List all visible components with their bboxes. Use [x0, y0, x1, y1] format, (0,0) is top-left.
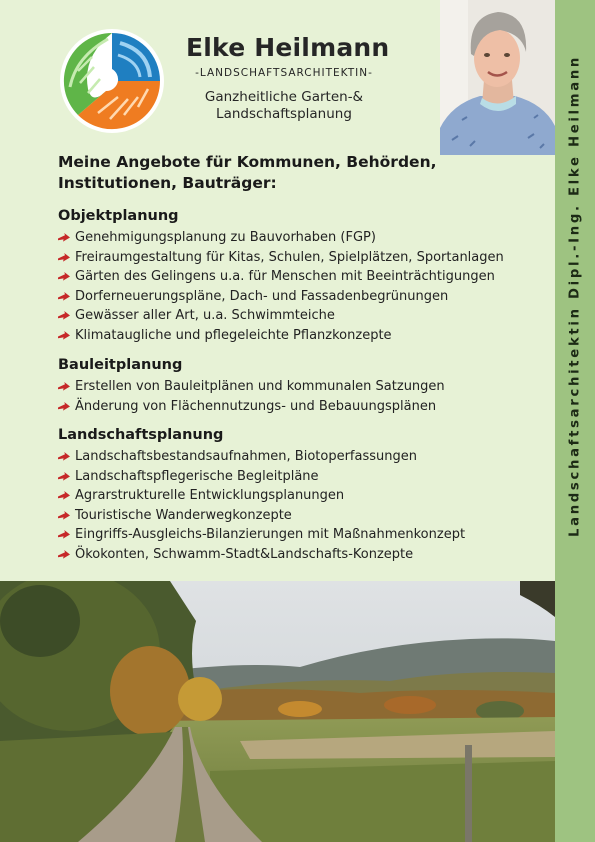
arrow-bullet-icon — [58, 550, 70, 559]
section-objektplanung — [58, 208, 548, 346]
headline-line-1: Meine Angebote für Kommunen, Behörden, — [58, 153, 437, 171]
list-item-label: Ökokonten, Schwamm-Stadt&Landschafts-Konzepte — [75, 546, 414, 562]
job-title: -LANDSCHAFTSARCHITEKTIN- — [195, 67, 373, 79]
list-item — [58, 326, 548, 346]
list-item — [58, 377, 548, 397]
tagline-line-1: Ganzheitliche Garten-& — [204, 89, 364, 105]
headline-line-2: Institutionen, Bauträger: — [58, 174, 277, 192]
list-item-label: Agrarstrukturelle Entwicklungsplanungen — [75, 488, 345, 504]
arrow-bullet-icon — [58, 233, 70, 242]
service-list — [58, 228, 548, 346]
service-list — [58, 377, 548, 416]
list-item-label: Änderung von Flächennutzungs- und Bebauungsplänen — [75, 398, 437, 414]
list-item-label: Landschaftsbestandsaufnahmen, Biotoperfassungen — [75, 449, 417, 464]
arrow-bullet-icon — [58, 491, 70, 500]
list-item — [58, 506, 548, 526]
list-item-label: Freiraumgestaltung für Kitas, Schulen, Spielplätzen, Sportanlagen — [75, 249, 504, 265]
list-item — [58, 397, 548, 417]
list-item — [58, 248, 548, 268]
vertical-title: Landschaftsarchitektin Dipl.-Ing. Elke Heilmann — [567, 55, 583, 537]
arrow-bullet-icon — [58, 331, 70, 340]
company-name: Elke Heilmann — [186, 33, 390, 62]
list-item-label: Gewässer aller Art, u.a. Schwimmteiche — [75, 308, 335, 324]
section-title: Bauleitplanung — [58, 357, 183, 373]
arrow-bullet-icon — [58, 253, 70, 262]
tagline-line-2: Landschaftsplanung — [216, 106, 352, 122]
list-item-label: Touristische Wanderwegkonzepte — [75, 507, 292, 523]
arrow-bullet-icon — [58, 272, 70, 281]
leaf-logo-icon — [58, 27, 166, 135]
section-title: Landschaftsplanung — [58, 427, 224, 443]
list-item-label: Dorferneuerungspläne, Dach- und Fassadenbegrünungen — [75, 288, 449, 304]
arrow-bullet-icon — [58, 472, 70, 481]
list-item — [58, 287, 548, 307]
section-landschaftsplanung — [58, 427, 548, 565]
list-item-label: Landschaftspflegerische Begleitpläne — [75, 468, 319, 484]
landscape-photo — [0, 581, 555, 842]
list-item — [58, 467, 548, 487]
arrow-bullet-icon — [58, 382, 70, 391]
list-item-label: Genehmigungsplanung zu Bauvorhaben (FGP) — [75, 230, 376, 245]
arrow-bullet-icon — [58, 311, 70, 320]
list-item — [58, 306, 548, 326]
list-item — [58, 228, 548, 248]
list-item-label: Erstellen von Bauleitplänen und kommunalen Satzungen — [75, 379, 445, 394]
list-item — [58, 545, 548, 565]
arrow-bullet-icon — [58, 402, 70, 411]
service-list — [58, 447, 548, 565]
arrow-bullet-icon — [58, 452, 70, 461]
list-item-label: Klimataugliche und pflegeleichte Pflanzkonzepte — [75, 327, 392, 343]
list-item — [58, 525, 548, 545]
arrow-bullet-icon — [58, 530, 70, 539]
section-title: Objektplanung — [58, 208, 179, 224]
list-item — [58, 447, 548, 467]
list-item-label: Gärten des Gelingens u.a. für Menschen mit Beeinträchtigungen — [75, 269, 495, 285]
section-bauleitplanung — [58, 357, 548, 416]
arrow-bullet-icon — [58, 511, 70, 520]
offer-headline — [58, 152, 538, 194]
portrait-photo — [440, 0, 555, 155]
list-item — [58, 267, 548, 287]
arrow-bullet-icon — [58, 292, 70, 301]
list-item — [58, 486, 548, 506]
tagline — [186, 89, 382, 123]
list-item-label: Eingriffs-Ausgleichs-Bilanzierungen mit Maßnahmenkonzept — [75, 527, 466, 543]
